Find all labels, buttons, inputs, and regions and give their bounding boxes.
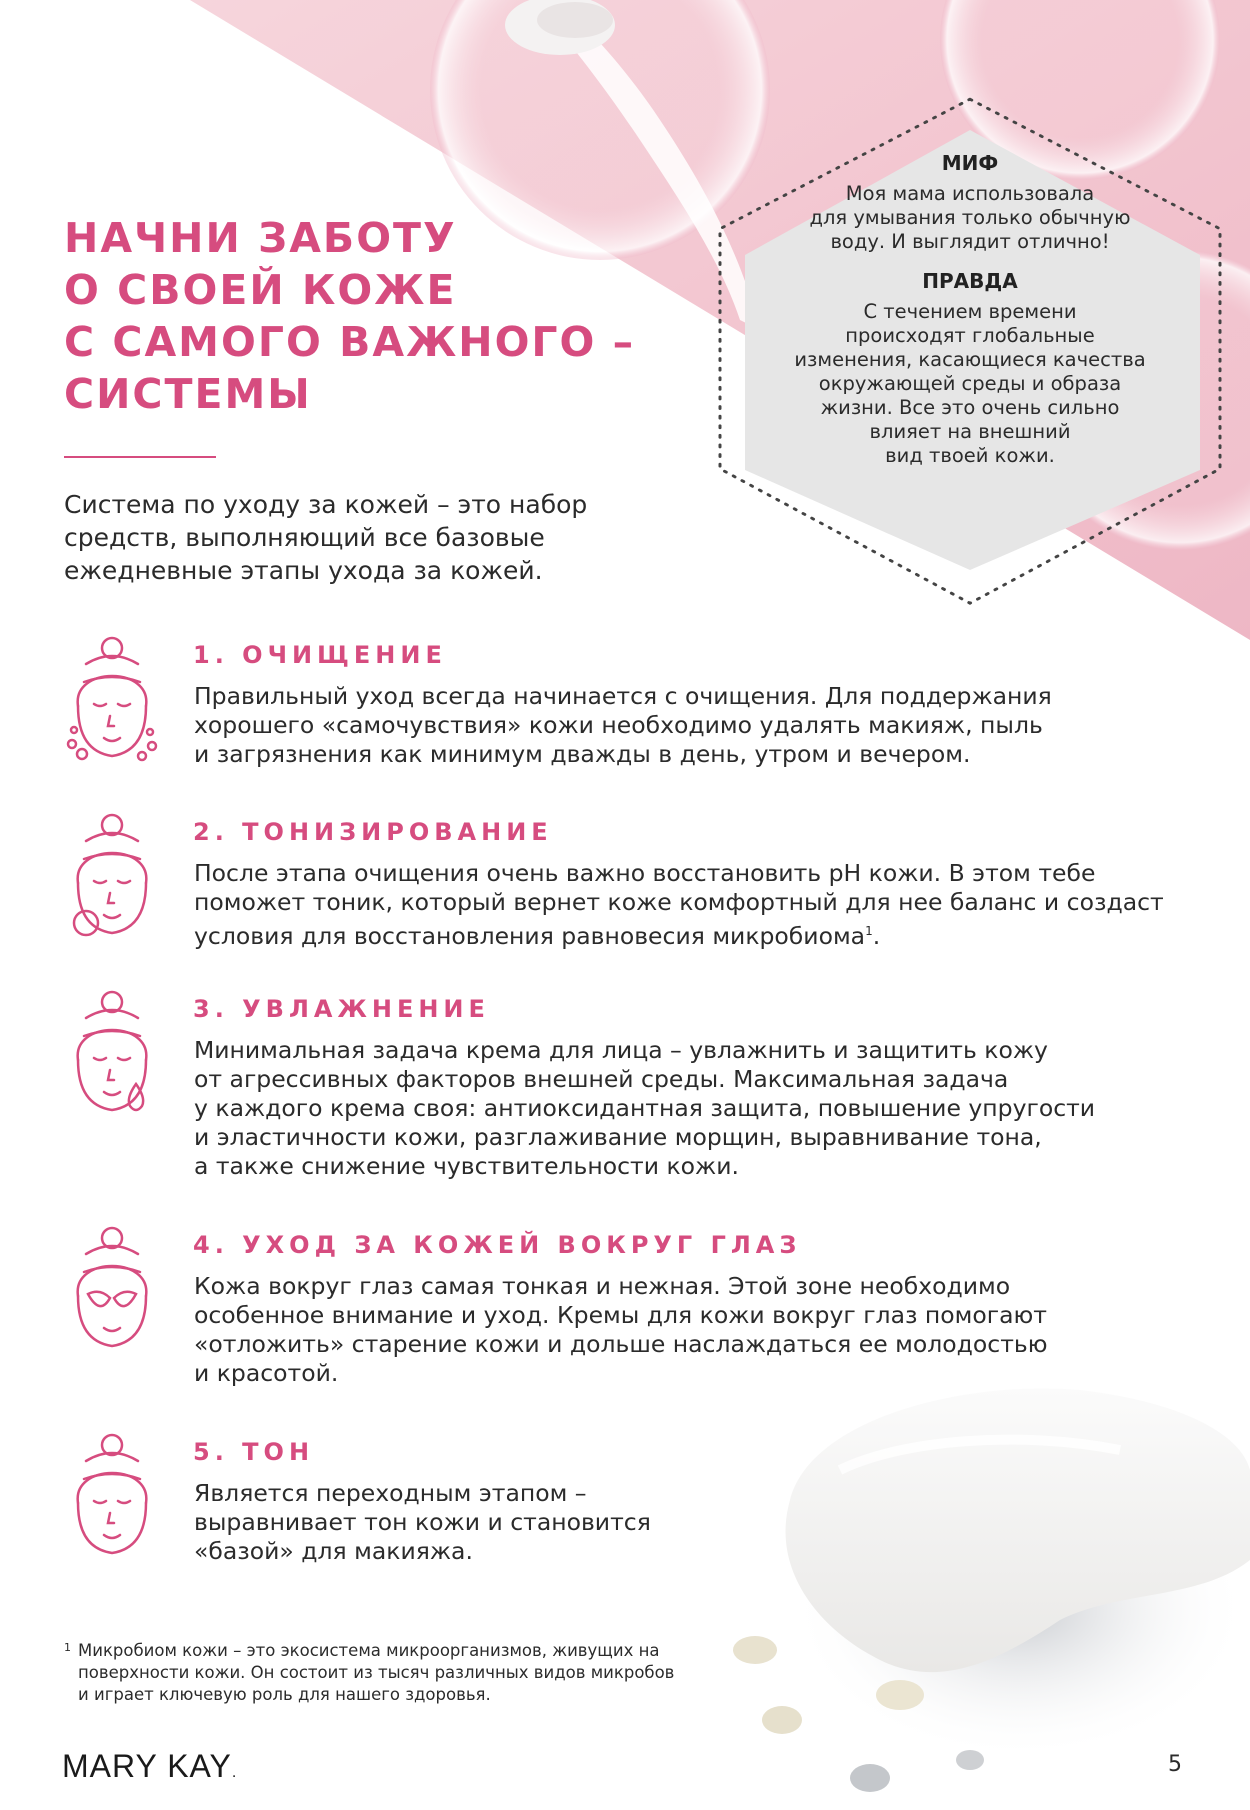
- step-title: 1. ОЧИЩЕНИЕ: [193, 641, 447, 669]
- myth-text: Моя мама использовала для умывания только обычную воду. И выглядит отлично!: [809, 182, 1131, 253]
- step-text: Правильный уход всегда начинается с очищения. Для поддержания хорошего «самочувствия» кожи необходимо удалять макияж, пыль и загрязнения как минимум дважды в день, утром и вечером.: [194, 682, 1052, 768]
- face-eye-care-icon: [64, 1226, 160, 1356]
- face-moisturizing-icon: [64, 990, 160, 1120]
- page-title: НАЧНИ ЗАБОТУ О СВОЕЙ КОЖЕ С САМОГО ВАЖНОГО – СИСТЕМЫ: [64, 214, 636, 418]
- step-title: 4. УХОД ЗА КОЖЕЙ ВОКРУГ ГЛАЗ: [193, 1231, 802, 1259]
- face-toning-icon: [64, 813, 160, 943]
- myth-heading: МИФ: [941, 151, 999, 175]
- step-title: 5. ТОН: [193, 1438, 315, 1466]
- truth-heading: ПРАВДА: [922, 269, 1018, 293]
- step-text: Минимальная задача крема для лица – увлажнить и защитить кожу от агрессивных факторов внешней среды. Максимальная задача у каждого крема своя: антиоксидантная защита, повышение упругости и эластичности кожи, разглаживание морщин, выравнивание тона, а также снижение чувствительности кожи.: [194, 1036, 1096, 1180]
- footnote-mark: 1: [64, 1641, 71, 1654]
- footnote-ref: 1: [865, 924, 873, 938]
- page-number: 5: [1168, 1752, 1182, 1777]
- truth-text: С течением времени происходят глобальные изменения, касающиеся качества окружающей среды и образа жизни. Все это очень сильно влияет на внешний вид твоей кожи.: [794, 300, 1146, 467]
- step-title: 2. ТОНИЗИРОВАНИЕ: [193, 818, 553, 846]
- step-title: 3. УВЛАЖНЕНИЕ: [193, 995, 490, 1023]
- face-tone-icon: [64, 1433, 160, 1563]
- cream-smear-photo: [700, 1360, 1250, 1810]
- intro-paragraph: Система по уходу за кожей – это набор средств, выполняющий все базовые ежедневные этапы ухода за кожей.: [64, 490, 588, 585]
- step-text: Является переходным этапом – выравнивает тон кожи и становится «базой» для макияжа.: [194, 1479, 651, 1565]
- step-text: Кожа вокруг глаз самая тонкая и нежная. Этой зоне необходимо особенное внимание и уход. Кремы для кожи вокруг глаз помогают «отложить» старение кожи и дольше наслаждаться ее молодостью и красотой.: [194, 1272, 1048, 1387]
- face-cleansing-icon: [64, 636, 160, 766]
- footnote-text: Микробиом кожи – это экосистема микроорганизмов, живущих на поверхности кожи. Он состоит из тысяч различных видов микробов и играет ключевую роль для нашего здоровья.: [78, 1641, 675, 1704]
- step-text: После этапа очищения очень важно восстановить pH кожи. В этом тебе поможет тоник, который вернет коже комфортный для нее баланс и создаст условия для восстановления равновесия микробиома$^1$.: [194, 859, 1164, 950]
- brand-logo: MARY KAY.: [62, 1748, 238, 1784]
